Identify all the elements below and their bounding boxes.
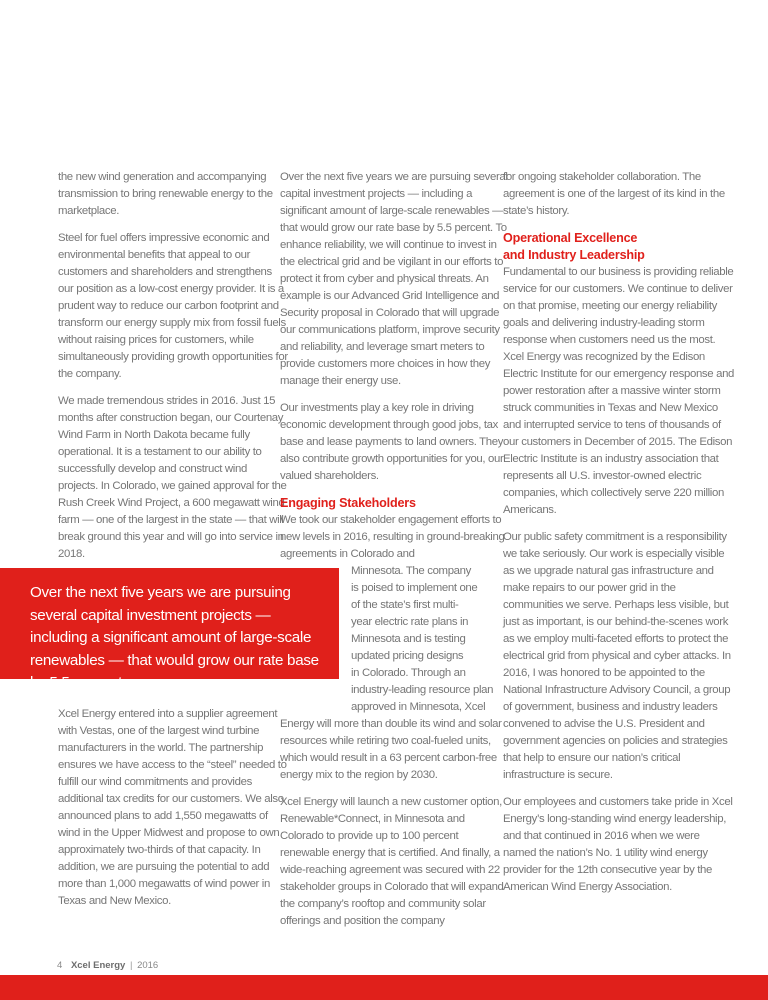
paragraph: the new wind generation and accompanying transmission to bring renewable energy to the marketplace. xyxy=(58,171,273,217)
page-footer xyxy=(57,960,158,971)
paragraph: for ongoing stakeholder collaboration. The agreement is one of the largest of its kind in the state’s history. xyxy=(503,171,725,217)
paragraph-text: Energy will more than double its wind and solar resources while retiring two coal-fueled units, which would result in a 63 percent carbon-free energy mix to the region by 2030. xyxy=(280,718,502,781)
column-1-bottom xyxy=(58,706,288,920)
wrapped-line: of the state’s first multi- xyxy=(351,599,459,611)
paragraph: Our investments play a key role in driving economic development through good jobs, tax base and lease payments to land owners. They also contribute growth opportunities for you, our valued shareholders. xyxy=(280,402,504,482)
page-number: 4 xyxy=(57,960,63,971)
wrapped-line: Minnesota and is testing xyxy=(351,633,466,645)
heading-line: and Industry Leadership xyxy=(503,248,645,262)
paragraph: Our employees and customers take pride in Xcel Energy’s long-standing wind energy leadership, and that continued in 2016 when we were named the nation’s No. 1 utility wind energy provider for the 12th consecutive year by the American Wind Energy Association. xyxy=(503,796,733,893)
wrapped-line: approved in Minnesota, Xcel xyxy=(351,701,486,713)
paragraph-text: We took our stakeholder engagement efforts to new levels in 2016, resulting in ground-breaking agreements in Colorado and xyxy=(280,514,505,560)
paragraph xyxy=(280,512,508,784)
company-name: Xcel Energy xyxy=(70,960,126,971)
report-year: 2016 xyxy=(137,960,159,971)
paragraph: Steel for fuel offers impressive economic and environmental benefits that appeal to our customers and shareholders and strengthens our position as a low-cost energy provider. It is a prudent way to reduce our carbon footprint and transform our energy supply mix from fossil fuels without raising prices for customers, while simultaneously providing growth opportunities for the company. xyxy=(58,232,288,380)
footer-red-bar xyxy=(0,975,768,1000)
pull-quote-text: Over the next five years we are pursuing several capital investment projects — including a significant amount of large-scale renewables — that would grow our rate base by 5.5 percent. xyxy=(30,584,319,691)
wrapped-line: updated pricing designs xyxy=(351,650,464,662)
column-2 xyxy=(280,169,508,940)
heading-line: Operational Excellence xyxy=(503,231,638,245)
paragraph: Xcel Energy will launch a new customer option, Renewable*Connect, in Minnesota and Colorado to provide up to 100 percent renewable energy that is certified. And finally, a wide-reaching agreement was secured with 22 stakeholder groups in Colorado that will expand the company’s rooftop and community solar offerings and position the company xyxy=(280,796,504,927)
paragraph: We made tremendous strides in 2016. Just 15 months after construction began, our Courtenay Wind Farm in North Dakota became fully operational. It is a testament to our ability to successfully develop and construct wind projects. In Colorado, we gained approval for the Rush Creek Wind Project, a 600 megawatt wind farm — one of the largest in the state — that will break ground this year and will go into service in 2018. xyxy=(58,395,287,560)
paragraph: Xcel Energy entered into a supplier agreement with Vestas, one of the largest wind turbine manufacturers in the world. The partnership ensures we have access to the “steel” needed to fulfill our wind commitments and provides additional tax credits for our customers. We also announced plans to add 1,550 megawatts of wind in the Upper Midwest and propose to own approximately two-thirds of that capacity. In addition, we are pursuing the potential to add more than 1,000 megawatts of wind power in Texas and New Mexico. xyxy=(58,708,287,907)
wrapped-line: in Colorado. Through an xyxy=(351,667,466,679)
wrapped-line: Minnesota. The company xyxy=(351,565,471,577)
wrapped-line: industry-leading resource plan xyxy=(351,684,494,696)
wrapped-line: is poised to implement one xyxy=(351,582,478,594)
footer-separator: | xyxy=(129,960,133,971)
paragraph: Fundamental to our business is providing reliable service for our customers. We continue to deliver on that promise, meeting our energy reliability goals and delivering industry-leading storm response when customers need us the most. Xcel Energy was recognized by the Edison Electric Institute for our emergency response and power restoration after a massive winter storm struck communities in Texas and New Mexico and interrupted service to tens of thousands of our customers in December of 2015. The Edison Electric Institute is an industry association that represents all U.S. investor-owned electric companies, which collectively serve 220 million Americans. xyxy=(503,266,735,516)
section-heading-engaging-stakeholders: Engaging Stakeholders xyxy=(280,496,416,510)
wrapped-line: year electric rate plans in xyxy=(351,616,469,628)
paragraph: Our public safety commitment is a responsibility we take seriously. Our work is especially visible as we upgrade natural gas infrastructure and make repairs to our power grid in the communities we serve. Perhaps less visible, but just as important, is our behind-the-scenes work as we employ multi-faceted efforts to protect the electrical grid from physical and cyber attacks. In 2016, I was honored to be appointed to the National Infrastructure Advisory Council, a group of government, business and industry leaders convened to advise the U.S. President and government agencies on policies and strategies that help to ensure our nation’s critical infrastructure is secure. xyxy=(503,531,731,781)
column-1-top xyxy=(58,169,288,573)
column-3 xyxy=(503,169,735,906)
section-heading-operational-excellence xyxy=(503,230,735,264)
paragraph: Over the next five years we are pursuing several capital investment projects — including a significant amount of large-scale renewables — that would grow our rate base by 5.5 percent. To enhance reliability, we will continue to invest in the electrical grid and be vigilant in our efforts to protect it from cyber and physical threats. An example is our Advanced Grid Intelligence and Security proposal in Colorado that will upgrade our communications platform, improve security and reliability, and leverage smart meters to provide customers more choices in how they manage their energy use. xyxy=(280,171,508,387)
